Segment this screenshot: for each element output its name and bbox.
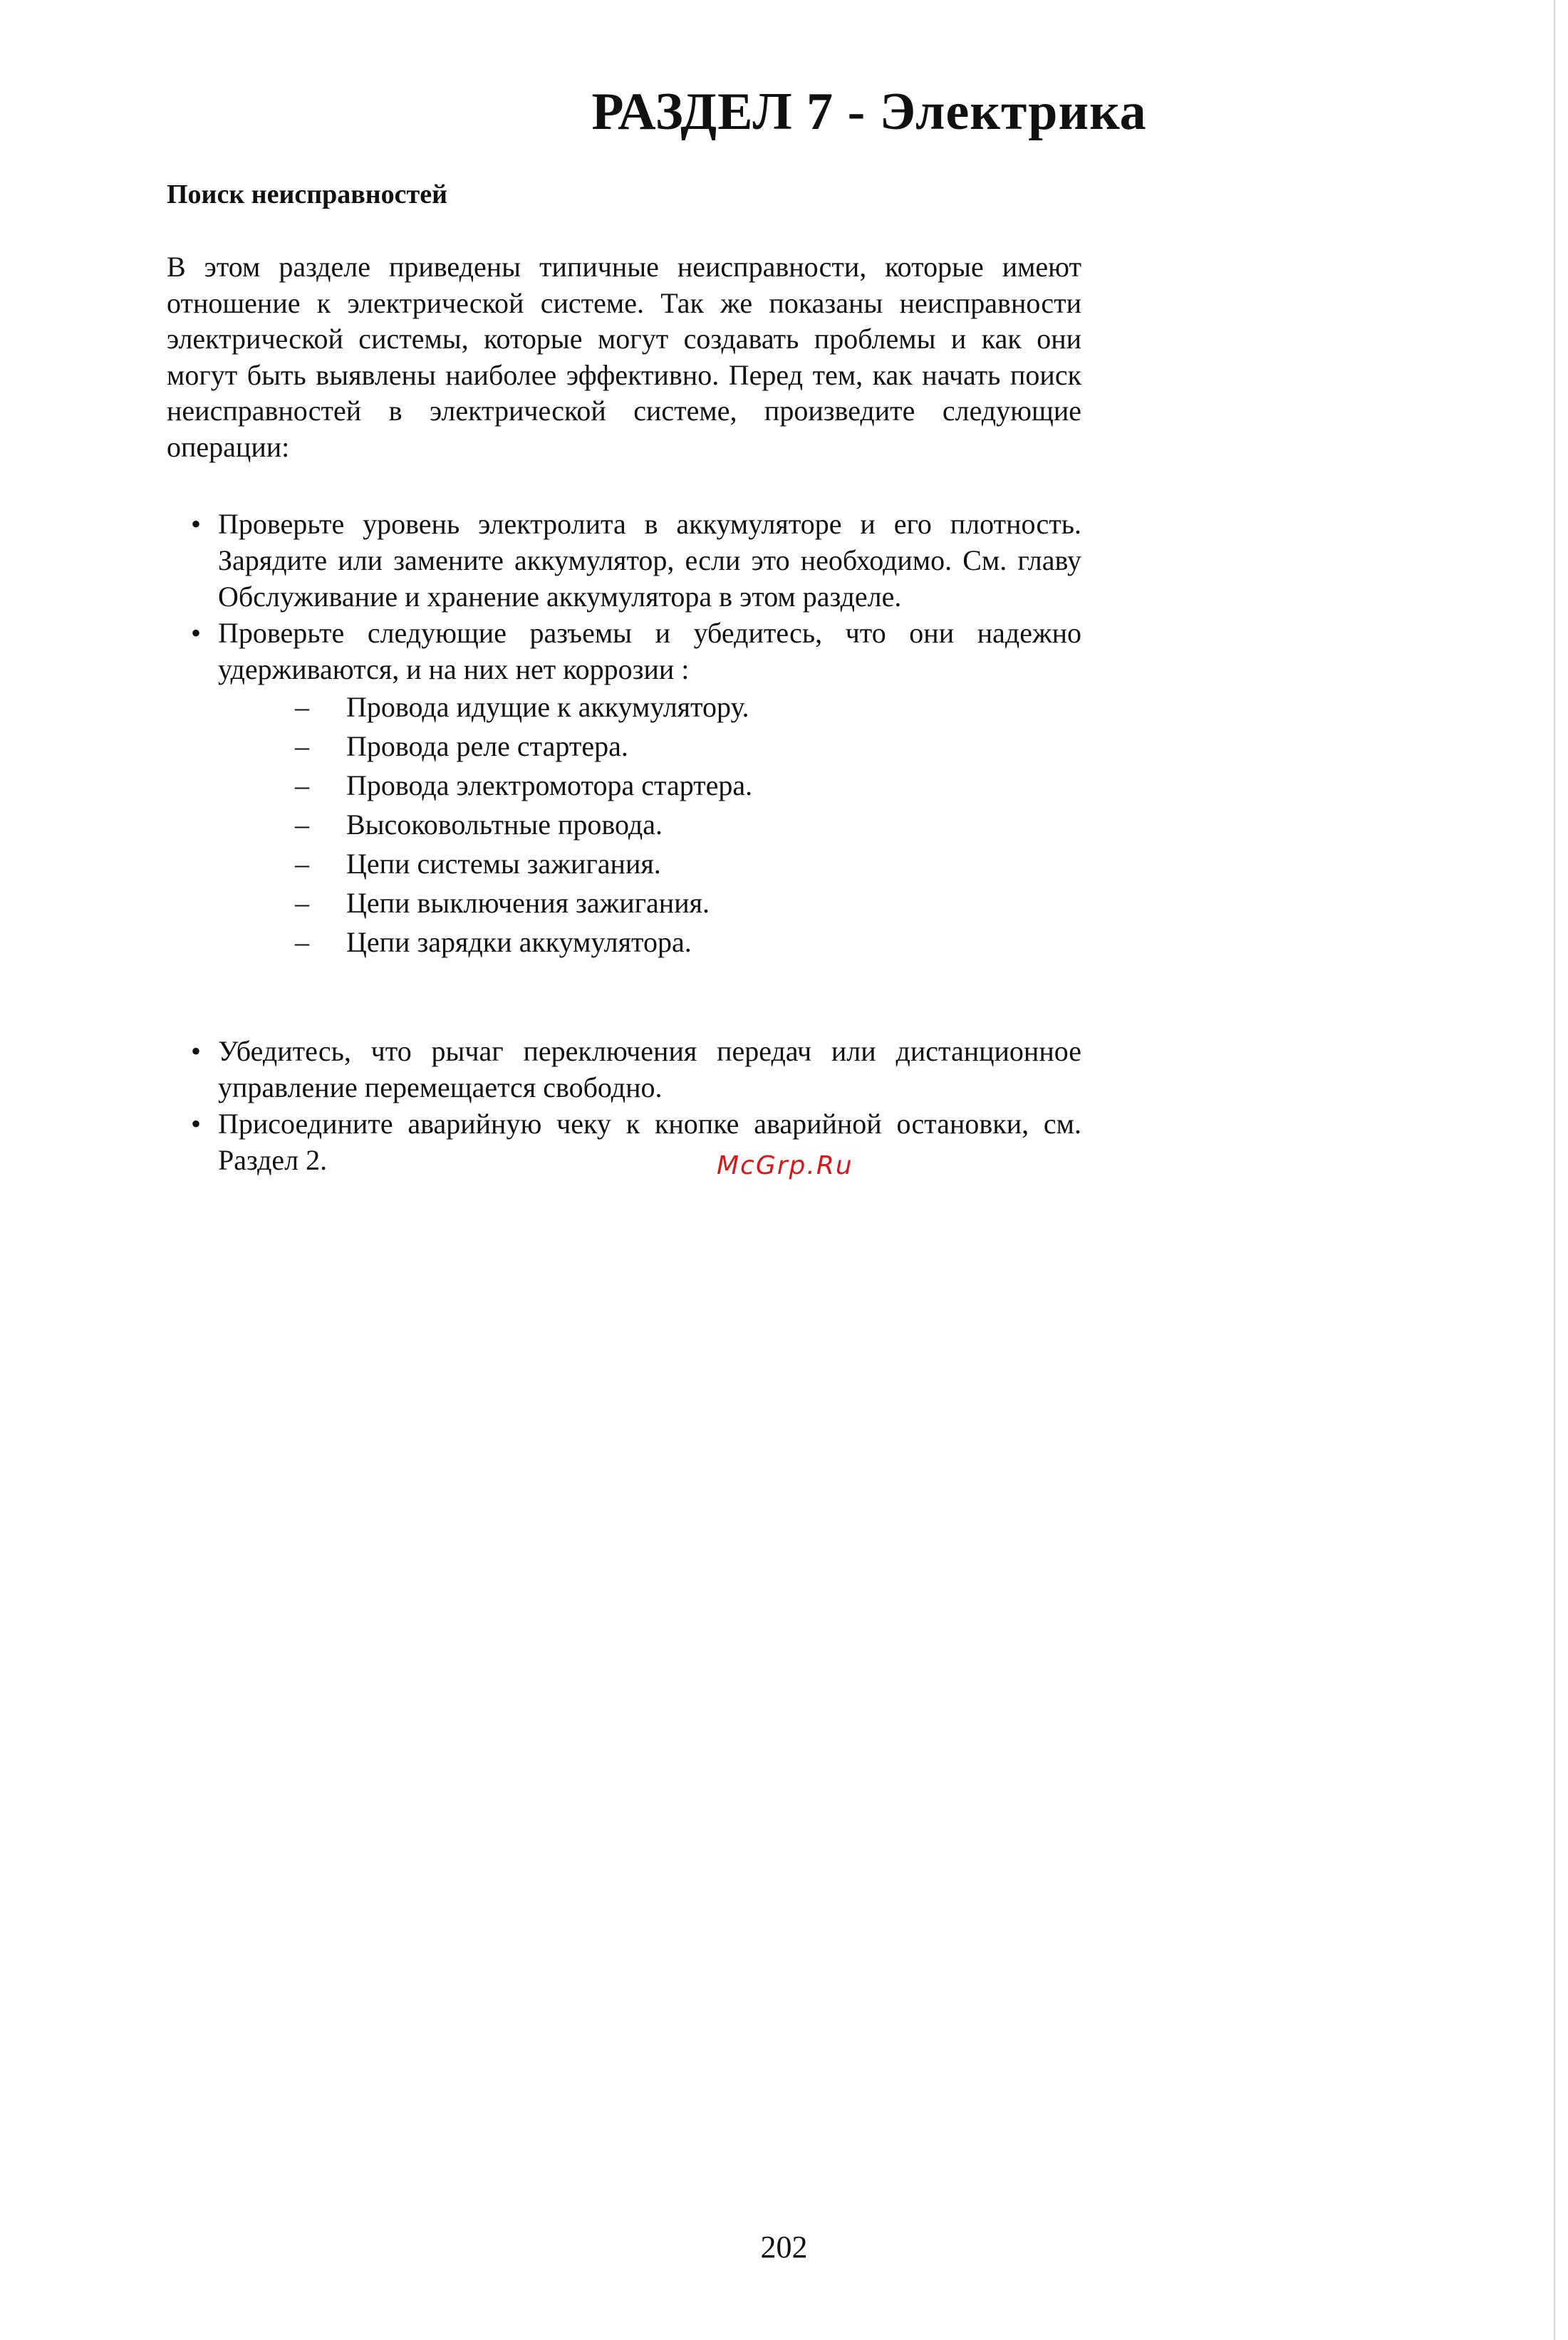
sub-list-connectors <box>218 687 1081 962</box>
sub-item-text: Цепи системы зажигания. <box>346 848 661 880</box>
bullet-text: Присоедините аварийную чеку к кнопке аварийной остановки, см. Раздел 2. <box>218 1108 1081 1176</box>
bullet-text: Проверьте уровень электролита в аккумуляторе и его плотность. Зарядите или замените аккумулятор, если это необходимо. См. главу Обслуживание и хранение аккумулятора в этом разделе. <box>218 508 1081 613</box>
sub-item-text: Провода идущие к аккумулятору. <box>346 691 749 723</box>
sub-list-item <box>218 727 1081 766</box>
bullet-icon: • <box>191 508 202 540</box>
bullet-item-check-electrolyte <box>167 506 1081 615</box>
bullet-item-check-connectors <box>167 615 1081 962</box>
watermark-link[interactable]: McGrp.Ru <box>717 1151 853 1180</box>
bullet-icon: • <box>191 1108 202 1140</box>
page-number: 202 <box>760 2230 808 2264</box>
dash-icon: – <box>295 691 309 723</box>
sub-item-text: Цепи зарядки аккумулятора. <box>346 926 692 958</box>
section-title: РАЗДЕЛ 7 - Электрика <box>591 83 1147 141</box>
bullet-icon: • <box>191 1035 202 1067</box>
sub-list-item <box>218 687 1081 727</box>
sub-list-item <box>218 883 1081 922</box>
sub-item-text: Высоковольтные провода. <box>346 808 663 841</box>
dash-icon: – <box>295 730 309 762</box>
bullet-text: Убедитесь, что рычаг переключения передач или дистанционное управление перемещается свободно. <box>218 1035 1081 1103</box>
dash-icon: – <box>295 887 309 919</box>
sub-list-item <box>218 844 1081 883</box>
sub-list-item <box>218 805 1081 844</box>
sub-item-text: Провода электромотора стартера. <box>346 769 753 801</box>
page-edge-line <box>1554 0 1555 2340</box>
sub-list-item <box>218 766 1081 805</box>
bullet-list-secondary <box>167 1033 1081 1178</box>
subsection-heading: Поиск неисправностей <box>167 180 447 209</box>
bullet-list-main <box>167 506 1081 962</box>
intro-paragraph: В этом разделе приведены типичные неисправности, которые имеют отношение к электрической системе. Так же показаны неисправности электрической системы, которые могут создавать проблемы и как они могут быть выявлены наиболее эффективно. Перед тем, как начать поиск неисправностей в электрической системе, произведите следующие операции: <box>167 251 1081 463</box>
bullet-item-attach-lanyard <box>167 1106 1081 1178</box>
sub-item-text: Провода реле стартера. <box>346 730 628 762</box>
dash-icon: – <box>295 848 309 880</box>
bullet-item-check-lever <box>167 1033 1081 1106</box>
dash-icon: – <box>295 769 309 801</box>
dash-icon: – <box>295 808 309 841</box>
bullet-text: Проверьте следующие разъемы и убедитесь, что они надежно удерживаются, и на них нет коррозии : <box>218 617 1081 685</box>
bullet-icon: • <box>191 617 202 649</box>
dash-icon: – <box>295 926 309 958</box>
sub-list-item <box>218 922 1081 962</box>
sub-item-text: Цепи выключения зажигания. <box>346 887 710 919</box>
